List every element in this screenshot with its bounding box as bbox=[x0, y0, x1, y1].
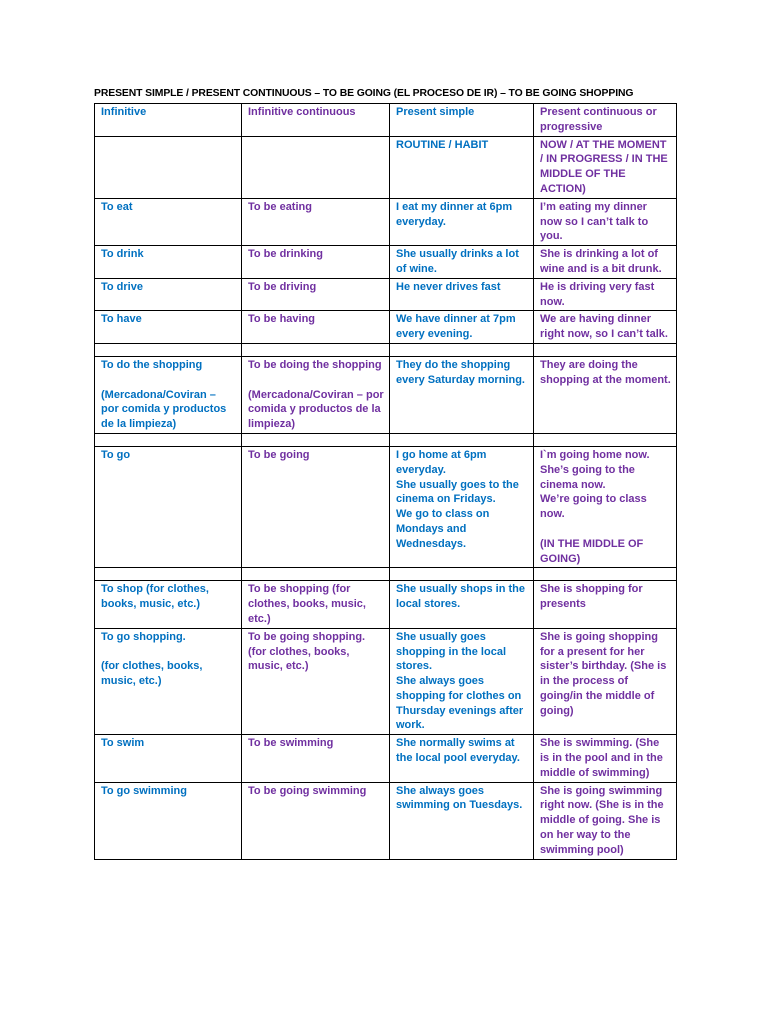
table-spacer-row bbox=[95, 433, 677, 446]
present-continuous-cell: She is swimming. (She is in the pool and in the middle of swimming) bbox=[534, 735, 677, 782]
label-routine-habit: ROUTINE / HABIT bbox=[390, 136, 534, 198]
infinitive-cell bbox=[95, 433, 242, 446]
infinitive-cell: To eat bbox=[95, 198, 242, 245]
present-simple-cell: She usually goes shopping in the local stores. She always goes shopping for clothes on Thursday evenings after work. bbox=[390, 628, 534, 735]
present-simple-cell bbox=[390, 433, 534, 446]
infinitive-continuous-cell: To be drinking bbox=[242, 246, 390, 279]
infinitive-continuous-cell: To be doing the shopping (Mercadona/Coviran – por comida y productos de la limpieza) bbox=[242, 356, 390, 433]
infinitive-cell: To drive bbox=[95, 278, 242, 311]
present-simple-cell: They do the shopping every Saturday morning. bbox=[390, 356, 534, 433]
present-continuous-cell: We are having dinner right now, so I can’t talk. bbox=[534, 311, 677, 344]
header-present-simple: Present simple bbox=[390, 104, 534, 137]
present-continuous-cell: He is driving very fast now. bbox=[534, 278, 677, 311]
present-simple-cell bbox=[390, 343, 534, 356]
table-row bbox=[95, 735, 677, 782]
header-infinitive-continuous: Infinitive continuous bbox=[242, 104, 390, 137]
present-continuous-cell bbox=[534, 343, 677, 356]
present-simple-cell: She usually drinks a lot of wine. bbox=[390, 246, 534, 279]
present-continuous-cell: I’m eating my dinner now so I can’t talk to you. bbox=[534, 198, 677, 245]
label-cell bbox=[242, 136, 390, 198]
label-cell bbox=[95, 136, 242, 198]
infinitive-cell: To have bbox=[95, 311, 242, 344]
header-present-continuous: Present continuous or progressive bbox=[534, 104, 677, 137]
table-spacer-row bbox=[95, 343, 677, 356]
infinitive-continuous-cell: To be having bbox=[242, 311, 390, 344]
infinitive-cell: To go bbox=[95, 446, 242, 567]
infinitive-cell: To drink bbox=[95, 246, 242, 279]
table-row bbox=[95, 311, 677, 344]
table-row bbox=[95, 278, 677, 311]
present-continuous-cell: She is drinking a lot of wine and is a bit drunk. bbox=[534, 246, 677, 279]
present-continuous-cell: I`m going home now. She’s going to the cinema now. We’re going to class now. (IN THE MIDDLE OF GOING) bbox=[534, 446, 677, 567]
infinitive-continuous-cell bbox=[242, 343, 390, 356]
table-row bbox=[95, 628, 677, 735]
table-row bbox=[95, 581, 677, 628]
table-header-row bbox=[95, 104, 677, 137]
present-continuous-cell: She is going shopping for a present for her sister’s birthday. (She is in the process of going/in the middle of going) bbox=[534, 628, 677, 735]
present-simple-cell: We have dinner at 7pm every evening. bbox=[390, 311, 534, 344]
infinitive-cell: To swim bbox=[95, 735, 242, 782]
present-simple-cell: She normally swims at the local pool everyday. bbox=[390, 735, 534, 782]
table-spacer-row bbox=[95, 568, 677, 581]
infinitive-cell: To go swimming bbox=[95, 782, 242, 859]
infinitive-continuous-cell: To be driving bbox=[242, 278, 390, 311]
infinitive-cell bbox=[95, 343, 242, 356]
table-label-row bbox=[95, 136, 677, 198]
present-simple-cell: He never drives fast bbox=[390, 278, 534, 311]
present-continuous-cell: They are doing the shopping at the moment. bbox=[534, 356, 677, 433]
infinitive-continuous-cell: To be going swimming bbox=[242, 782, 390, 859]
infinitive-cell bbox=[95, 568, 242, 581]
present-simple-cell: She usually shops in the local stores. bbox=[390, 581, 534, 628]
infinitive-continuous-cell: To be going bbox=[242, 446, 390, 567]
table-row bbox=[95, 246, 677, 279]
infinitive-continuous-cell bbox=[242, 568, 390, 581]
infinitive-cell: To go shopping. (for clothes, books, music, etc.) bbox=[95, 628, 242, 735]
document-title: PRESENT SIMPLE / PRESENT CONTINUOUS – TO BE GOING (EL PROCESO DE IR) – TO BE GOING SHOPPING bbox=[94, 88, 634, 99]
infinitive-continuous-cell: To be shopping (for clothes, books, music, etc.) bbox=[242, 581, 390, 628]
infinitive-continuous-cell bbox=[242, 433, 390, 446]
table-row bbox=[95, 356, 677, 433]
grammar-table bbox=[94, 103, 677, 860]
infinitive-cell: To do the shopping (Mercadona/Coviran – por comida y productos de la limpieza) bbox=[95, 356, 242, 433]
infinitive-continuous-cell: To be going shopping. (for clothes, books, music, etc.) bbox=[242, 628, 390, 735]
present-simple-cell bbox=[390, 568, 534, 581]
present-simple-cell: I go home at 6pm everyday. She usually goes to the cinema on Fridays. We go to class on Mondays and Wednesdays. bbox=[390, 446, 534, 567]
header-infinitive: Infinitive bbox=[95, 104, 242, 137]
infinitive-cell: To shop (for clothes, books, music, etc.) bbox=[95, 581, 242, 628]
present-continuous-cell bbox=[534, 568, 677, 581]
table-row bbox=[95, 198, 677, 245]
present-continuous-cell: She is going swimming right now. (She is in the middle of going. She is on her way to the swimming pool) bbox=[534, 782, 677, 859]
label-now-in-progress: NOW / AT THE MOMENT / IN PROGRESS / IN THE MIDDLE OF THE ACTION) bbox=[534, 136, 677, 198]
present-continuous-cell: She is shopping for presents bbox=[534, 581, 677, 628]
present-continuous-cell bbox=[534, 433, 677, 446]
infinitive-continuous-cell: To be swimming bbox=[242, 735, 390, 782]
present-simple-cell: I eat my dinner at 6pm everyday. bbox=[390, 198, 534, 245]
table-row bbox=[95, 782, 677, 859]
table-row bbox=[95, 446, 677, 567]
infinitive-continuous-cell: To be eating bbox=[242, 198, 390, 245]
present-simple-cell: She always goes swimming on Tuesdays. bbox=[390, 782, 534, 859]
